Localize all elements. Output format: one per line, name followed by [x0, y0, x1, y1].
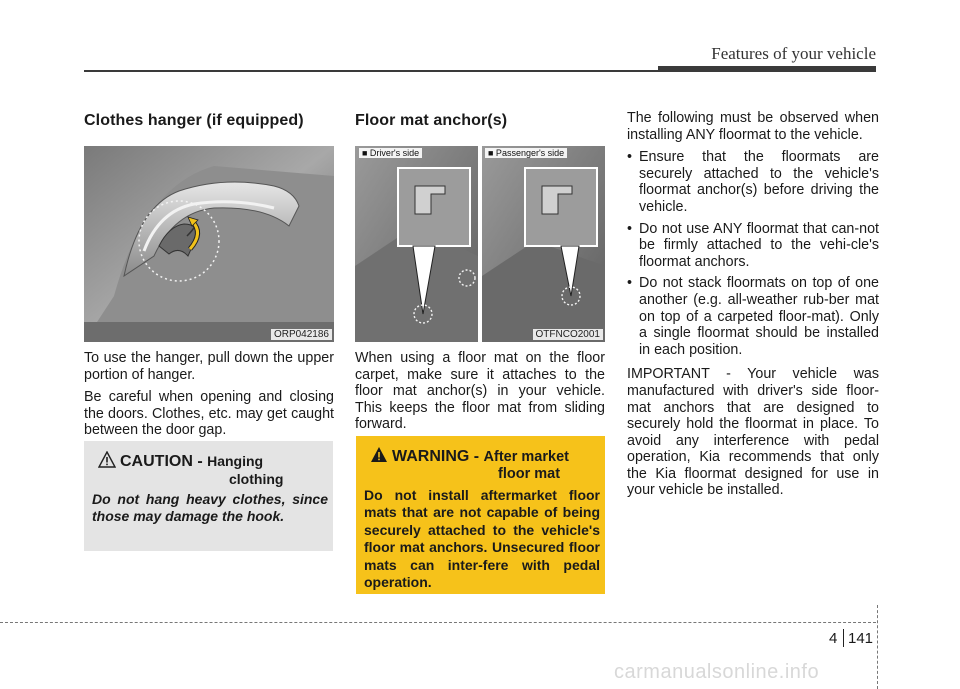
- warning-title-line2: floor mat: [498, 466, 561, 482]
- figure-code: ORP042186: [271, 329, 332, 340]
- warning-title-line1: After market: [483, 449, 569, 465]
- guidelines-intro: The following must be observed when installing ANY floormat to the vehicle.: [627, 110, 879, 143]
- caution-body: Do not hang heavy clothes, since those may damage the hook.: [92, 491, 328, 524]
- footer-divider: [877, 605, 878, 689]
- header-rule-accent: [658, 66, 876, 72]
- column-clothes-hanger: [84, 112, 334, 445]
- page-header-title: Features of your vehicle: [711, 44, 876, 63]
- caution-box: [84, 441, 333, 551]
- caution-label: CAUTION -: [120, 453, 208, 470]
- floor-mat-illustration: [355, 146, 605, 342]
- watermark: carmanualsonline.info: [614, 661, 820, 683]
- list-item: • Ensure that the floormats are securely attached to the vehicle's floormat anchor(s) before driving the vehicle.: [627, 149, 879, 215]
- guidelines-list: [627, 149, 879, 358]
- warning-box: [356, 436, 605, 594]
- hanger-note: Be careful when opening and closing the doors. Clothes, etc. may get caught between the door gap.: [84, 389, 334, 439]
- section-heading-clothes-hanger: Clothes hanger (if equipped): [84, 112, 304, 129]
- list-item: • Do not stack floormats on top of one another (e.g. all-weather rub-ber mat on top of a carpeted floor-mat). Only a single floormat should be installed in each position.: [627, 275, 879, 358]
- section-heading-floor-mat: Floor mat anchor(s): [355, 112, 508, 129]
- page-number: 141: [848, 630, 874, 647]
- figure-code: OTFNCO2001: [533, 329, 603, 340]
- caution-title-line2: clothing: [229, 471, 284, 487]
- warning-title: [392, 448, 569, 466]
- floor-mat-figure: [355, 146, 605, 342]
- caution-title: [120, 453, 263, 471]
- important-note: IMPORTANT - Your vehicle was manufactured with driver's side floor-mat anchors that are designed to securely hold the floormat in place. To avoid any interference with pedal operation, Kia recommends that only the Kia floormat designed for use in your vehicle be installed.: [627, 366, 879, 499]
- warning-label: WARNING -: [392, 448, 484, 465]
- caution-triangle-icon: [98, 451, 116, 468]
- column-floormat-guidelines: [627, 110, 879, 505]
- hanger-illustration: [84, 146, 334, 342]
- figure-label-driver: ■ Driver's side: [359, 148, 422, 158]
- hanger-instruction: To use the hanger, pull down the upper portion of hanger.: [84, 350, 334, 383]
- column-floor-mat-anchor: [355, 112, 605, 439]
- chapter-number: 4: [829, 630, 838, 647]
- warning-body: Do not install aftermarket floor mats that are not capable of being securely attached to the vehicle's floor mat anchors. Unsecured floor mats can inter-fere with pedal operation.: [364, 487, 600, 591]
- list-item: • Do not use ANY floormat that can-not be firmly attached to the vehi-cle's floormat anchors.: [627, 221, 879, 271]
- footer-rule: [0, 622, 876, 623]
- warning-triangle-icon: [370, 446, 388, 463]
- hanger-figure: [84, 146, 334, 342]
- caution-title-line1: Hanging: [207, 453, 264, 469]
- floor-mat-instruction: When using a floor mat on the floor carpet, make sure it attaches to the floor mat anchor(s) in your vehicle. This keeps the floor mat from sliding forward.: [355, 350, 605, 433]
- figure-label-passenger: ■ Passenger's side: [485, 148, 567, 158]
- page-separator: [843, 629, 844, 647]
